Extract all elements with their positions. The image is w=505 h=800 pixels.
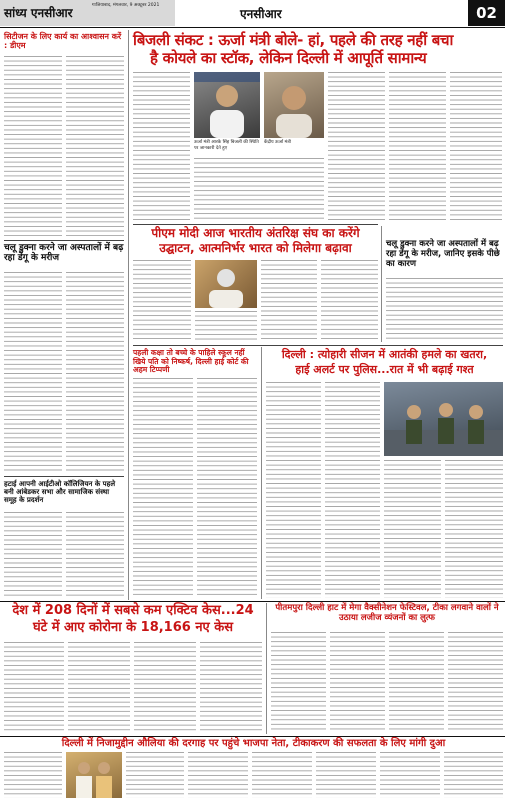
lead-text-under-photos — [194, 158, 324, 222]
pm-text-under-photo — [195, 311, 257, 342]
dateline: गाजियाबाद, मंगलवार, 9 अक्टूबर 2021 — [92, 3, 160, 8]
column-divider-left — [128, 30, 129, 600]
school-text-col1 — [133, 378, 193, 598]
sidebar-headline: चलू डुक्ना करने जा अस्पतालों में बढ़ रहा डेंगू के मरीज, जानिए इसके पीछे का कारण — [386, 239, 500, 269]
left-story3-text — [4, 512, 62, 596]
masthead — [0, 0, 505, 30]
left-story2-text — [4, 272, 62, 472]
left-story3-text-col2 — [66, 512, 124, 596]
lead-text-col3 — [328, 72, 385, 222]
column-divider-mid — [261, 347, 262, 599]
vaccine-headline: पीतमपुरा दिल्ली हाट में मेगा वैक्सीनेशन फेस्टिवल, टीका लगवाने वालों ने उठाया लजीज व्यंजनों का लुत्फ — [275, 603, 499, 623]
lead-text-col5 — [450, 72, 502, 222]
lead-photo-portrait — [264, 72, 324, 138]
left-story2-text-col2 — [66, 272, 124, 472]
school-text-col2 — [197, 378, 257, 598]
covid-text-col2 — [68, 642, 130, 732]
left-story1-text-col2 — [66, 56, 124, 236]
left-story2-headline: चलू डुक्ना करने जा अस्पतालों में बढ़ रहा डेंगू के मरीज — [4, 243, 124, 264]
section-title: एनसीआर — [240, 7, 282, 21]
covid-headline-line1: देश में 208 दिनों में सबसे कम एक्टिव केस...24 — [12, 603, 254, 618]
alert-text-col1 — [266, 382, 321, 598]
vaccine-text-col1 — [271, 632, 326, 732]
dargah-headline: दिल्ली में निजामुद्दीन औलिया की दरगाह पर पहुंचे भाजपा नेता, टीकाकरण की सफलता के लिए मांगी दुआ — [61, 738, 446, 749]
left-divider-1 — [4, 240, 124, 241]
page-number: 02 — [468, 0, 505, 26]
left-story3-headline: हटाई आपनी आईटीओ कॉलिजियन के पहले बनी आंबेडकर सभा और सामाजिक संस्था समूह के प्रदर्शन — [4, 480, 116, 505]
sidebar-divider — [381, 226, 382, 342]
left-divider-2 — [4, 476, 124, 477]
masthead-brand-box — [0, 0, 175, 26]
lead-text-col4 — [389, 72, 446, 222]
left-story1-text — [4, 56, 62, 236]
alert-text-col4 — [445, 460, 503, 598]
vaccine-text-col2 — [330, 632, 385, 732]
pm-text-col1 — [133, 260, 191, 342]
lower-section-rule — [0, 601, 505, 602]
lead-photo-caption-left: ऊर्जा मंत्री आरके सिंह बिजली की स्थिति पर जानकारी देते हुए — [194, 140, 259, 151]
bottom-section-rule — [0, 736, 505, 737]
pm-text-col4 — [321, 260, 378, 342]
brand-name: सांध्य एनसीआर — [4, 6, 73, 20]
dargah-text-col2 — [126, 752, 184, 798]
pm-headline-line2: उद्घाटन, आत्मनिर्भर भारत को मिलेगा बढ़ावा — [159, 241, 352, 255]
masthead-rule — [0, 27, 505, 28]
dargah-text-col4 — [252, 752, 312, 798]
lead-headline-line2: है कोयले का स्टॉक, लेकिन दिल्ली में आपूर्ति सामान्य — [150, 49, 427, 67]
covid-text-col1 — [4, 642, 64, 732]
vaccine-text-col4 — [448, 632, 503, 732]
dargah-text-col7 — [444, 752, 503, 798]
dargah-text-col1 — [4, 752, 62, 798]
covid-text-col4 — [200, 642, 262, 732]
alert-headline-line1: दिल्ली : त्योहारी सीजन में आतंकी हमले का खतरा, — [281, 348, 488, 361]
lead-headline-line1: बिजली संकट : ऊर्जा मंत्री बोले- हां, पहले की तरह नहीं बचा — [133, 31, 454, 49]
dargah-text-col6 — [380, 752, 440, 798]
sidebar-text — [386, 278, 503, 342]
lead-photo-minister — [194, 72, 260, 138]
dargah-text-col5 — [316, 752, 376, 798]
alert-headline-line2: हाई अलर्ट पर पुलिस...रात में भी बढ़ाई गश्त — [295, 363, 474, 376]
school-headline: पहली कक्षा तो बच्चे के पाहिले स्कूल नहीं खिये पति को निष्कर्ष, दिल्ली हाई कोर्ट की अहम टिप्पणी — [133, 348, 249, 375]
vaccine-text-col3 — [389, 632, 444, 732]
alert-text-col3 — [384, 460, 441, 598]
lead-text-col1 — [133, 72, 190, 222]
dargah-photo — [66, 752, 122, 798]
mid-rule — [133, 345, 503, 346]
left-story1-headline: सिटीजन के लिए कार्य का आश्वासन करें : डीएम — [4, 32, 122, 51]
column-divider-lower — [266, 603, 267, 734]
covid-text-col3 — [134, 642, 196, 732]
lead-photo-caption-right: केंद्रीय ऊर्जा मंत्री — [264, 140, 291, 145]
covid-headline-line2: घंटे में आए कोरोना के 18,166 नए केस — [32, 620, 234, 635]
alert-photo-police — [384, 382, 503, 456]
pm-text-col3 — [261, 260, 317, 342]
alert-text-col2 — [325, 382, 380, 598]
dargah-text-col3 — [188, 752, 248, 798]
pm-headline-line1: पीएम मोदी आज भारतीय अंतरिक्ष संघ का करेंगे — [151, 226, 360, 240]
pm-photo — [195, 260, 257, 308]
lead-bottom-rule — [133, 224, 378, 225]
